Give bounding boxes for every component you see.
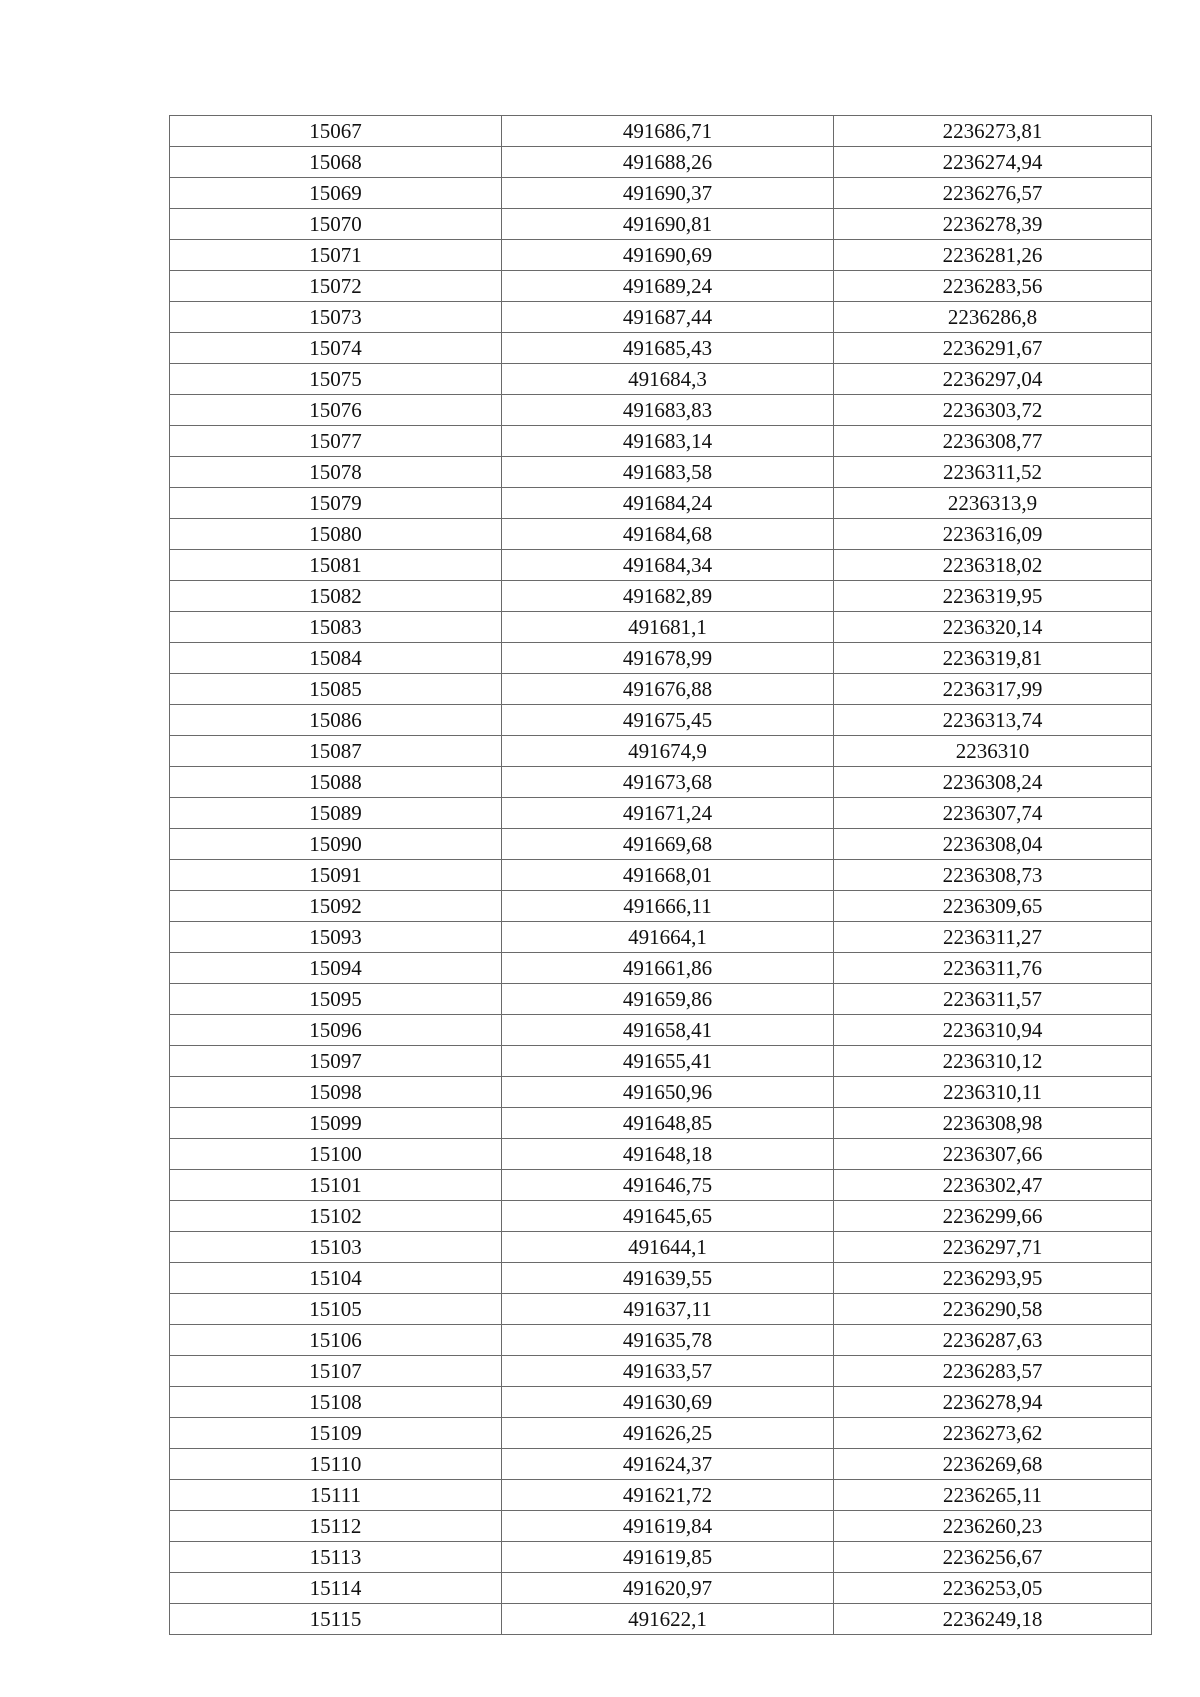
y-coordinate-cell: 2236287,63 <box>834 1325 1152 1356</box>
x-coordinate-cell: 491658,41 <box>502 1015 834 1046</box>
point-number-cell: 15089 <box>170 798 502 829</box>
x-coordinate-cell: 491644,1 <box>502 1232 834 1263</box>
table-row <box>170 333 1152 364</box>
x-coordinate-cell: 491620,97 <box>502 1573 834 1604</box>
x-coordinate-cell: 491646,75 <box>502 1170 834 1201</box>
point-number-cell: 15104 <box>170 1263 502 1294</box>
y-coordinate-cell: 2236283,57 <box>834 1356 1152 1387</box>
y-coordinate-cell: 2236308,24 <box>834 767 1152 798</box>
point-number-cell: 15068 <box>170 147 502 178</box>
y-coordinate-cell: 2236311,76 <box>834 953 1152 984</box>
y-coordinate-cell: 2236260,23 <box>834 1511 1152 1542</box>
x-coordinate-cell: 491648,18 <box>502 1139 834 1170</box>
point-number-cell: 15113 <box>170 1542 502 1573</box>
table-row <box>170 736 1152 767</box>
table-row <box>170 395 1152 426</box>
point-number-cell: 15091 <box>170 860 502 891</box>
point-number-cell: 15084 <box>170 643 502 674</box>
x-coordinate-cell: 491659,86 <box>502 984 834 1015</box>
x-coordinate-cell: 491664,1 <box>502 922 834 953</box>
x-coordinate-cell: 491682,89 <box>502 581 834 612</box>
x-coordinate-cell: 491637,11 <box>502 1294 834 1325</box>
point-number-cell: 15067 <box>170 116 502 147</box>
coordinates-table <box>169 115 1152 1635</box>
y-coordinate-cell: 2236308,98 <box>834 1108 1152 1139</box>
point-number-cell: 15070 <box>170 209 502 240</box>
x-coordinate-cell: 491683,58 <box>502 457 834 488</box>
y-coordinate-cell: 2236302,47 <box>834 1170 1152 1201</box>
x-coordinate-cell: 491619,84 <box>502 1511 834 1542</box>
x-coordinate-cell: 491650,96 <box>502 1077 834 1108</box>
point-number-cell: 15099 <box>170 1108 502 1139</box>
y-coordinate-cell: 2236310,12 <box>834 1046 1152 1077</box>
x-coordinate-cell: 491673,68 <box>502 767 834 798</box>
y-coordinate-cell: 2236308,04 <box>834 829 1152 860</box>
y-coordinate-cell: 2236309,65 <box>834 891 1152 922</box>
y-coordinate-cell: 2236283,56 <box>834 271 1152 302</box>
y-coordinate-cell: 2236307,74 <box>834 798 1152 829</box>
point-number-cell: 15107 <box>170 1356 502 1387</box>
table-row <box>170 147 1152 178</box>
point-number-cell: 15074 <box>170 333 502 364</box>
x-coordinate-cell: 491683,83 <box>502 395 834 426</box>
x-coordinate-cell: 491684,68 <box>502 519 834 550</box>
table-row <box>170 364 1152 395</box>
table-row <box>170 798 1152 829</box>
point-number-cell: 15115 <box>170 1604 502 1635</box>
x-coordinate-cell: 491690,81 <box>502 209 834 240</box>
x-coordinate-cell: 491688,26 <box>502 147 834 178</box>
table-row <box>170 116 1152 147</box>
point-number-cell: 15114 <box>170 1573 502 1604</box>
y-coordinate-cell: 2236291,67 <box>834 333 1152 364</box>
table-row <box>170 1387 1152 1418</box>
y-coordinate-cell: 2236308,77 <box>834 426 1152 457</box>
point-number-cell: 15078 <box>170 457 502 488</box>
table-row <box>170 1077 1152 1108</box>
x-coordinate-cell: 491690,69 <box>502 240 834 271</box>
table-row <box>170 1449 1152 1480</box>
point-number-cell: 15079 <box>170 488 502 519</box>
point-number-cell: 15071 <box>170 240 502 271</box>
point-number-cell: 15100 <box>170 1139 502 1170</box>
point-number-cell: 15082 <box>170 581 502 612</box>
point-number-cell: 15083 <box>170 612 502 643</box>
table-row <box>170 240 1152 271</box>
point-number-cell: 15110 <box>170 1449 502 1480</box>
point-number-cell: 15075 <box>170 364 502 395</box>
table-row <box>170 1201 1152 1232</box>
point-number-cell: 15087 <box>170 736 502 767</box>
x-coordinate-cell: 491621,72 <box>502 1480 834 1511</box>
point-number-cell: 15102 <box>170 1201 502 1232</box>
point-number-cell: 15090 <box>170 829 502 860</box>
table-row <box>170 1418 1152 1449</box>
x-coordinate-cell: 491668,01 <box>502 860 834 891</box>
table-row <box>170 612 1152 643</box>
y-coordinate-cell: 2236318,02 <box>834 550 1152 581</box>
x-coordinate-cell: 491619,85 <box>502 1542 834 1573</box>
table-row <box>170 891 1152 922</box>
point-number-cell: 15085 <box>170 674 502 705</box>
point-number-cell: 15109 <box>170 1418 502 1449</box>
y-coordinate-cell: 2236313,9 <box>834 488 1152 519</box>
y-coordinate-cell: 2236308,73 <box>834 860 1152 891</box>
table-row <box>170 984 1152 1015</box>
x-coordinate-cell: 491683,14 <box>502 426 834 457</box>
x-coordinate-cell: 491689,24 <box>502 271 834 302</box>
x-coordinate-cell: 491675,45 <box>502 705 834 736</box>
table-row <box>170 705 1152 736</box>
x-coordinate-cell: 491645,65 <box>502 1201 834 1232</box>
point-number-cell: 15080 <box>170 519 502 550</box>
y-coordinate-cell: 2236273,81 <box>834 116 1152 147</box>
x-coordinate-cell: 491671,24 <box>502 798 834 829</box>
table-row <box>170 1139 1152 1170</box>
y-coordinate-cell: 2236311,27 <box>834 922 1152 953</box>
point-number-cell: 15096 <box>170 1015 502 1046</box>
x-coordinate-cell: 491648,85 <box>502 1108 834 1139</box>
y-coordinate-cell: 2236273,62 <box>834 1418 1152 1449</box>
table-row <box>170 1294 1152 1325</box>
table-row <box>170 426 1152 457</box>
table-row <box>170 1170 1152 1201</box>
x-coordinate-cell: 491622,1 <box>502 1604 834 1635</box>
x-coordinate-cell: 491684,34 <box>502 550 834 581</box>
x-coordinate-cell: 491684,3 <box>502 364 834 395</box>
table-row <box>170 271 1152 302</box>
y-coordinate-cell: 2236316,09 <box>834 519 1152 550</box>
x-coordinate-cell: 491669,68 <box>502 829 834 860</box>
table-row <box>170 302 1152 333</box>
x-coordinate-cell: 491655,41 <box>502 1046 834 1077</box>
x-coordinate-cell: 491678,99 <box>502 643 834 674</box>
x-coordinate-cell: 491666,11 <box>502 891 834 922</box>
coordinates-table-body <box>170 116 1152 1635</box>
x-coordinate-cell: 491624,37 <box>502 1449 834 1480</box>
table-row <box>170 1046 1152 1077</box>
x-coordinate-cell: 491674,9 <box>502 736 834 767</box>
table-row <box>170 1480 1152 1511</box>
table-row <box>170 643 1152 674</box>
point-number-cell: 15088 <box>170 767 502 798</box>
x-coordinate-cell: 491684,24 <box>502 488 834 519</box>
table-row <box>170 922 1152 953</box>
y-coordinate-cell: 2236297,04 <box>834 364 1152 395</box>
table-row <box>170 1015 1152 1046</box>
point-number-cell: 15108 <box>170 1387 502 1418</box>
y-coordinate-cell: 2236278,94 <box>834 1387 1152 1418</box>
x-coordinate-cell: 491630,69 <box>502 1387 834 1418</box>
table-row <box>170 674 1152 705</box>
table-row <box>170 1263 1152 1294</box>
y-coordinate-cell: 2236256,67 <box>834 1542 1152 1573</box>
y-coordinate-cell: 2236276,57 <box>834 178 1152 209</box>
table-row <box>170 860 1152 891</box>
y-coordinate-cell: 2236281,26 <box>834 240 1152 271</box>
y-coordinate-cell: 2236311,52 <box>834 457 1152 488</box>
table-row <box>170 488 1152 519</box>
x-coordinate-cell: 491686,71 <box>502 116 834 147</box>
y-coordinate-cell: 2236307,66 <box>834 1139 1152 1170</box>
point-number-cell: 15086 <box>170 705 502 736</box>
y-coordinate-cell: 2236319,95 <box>834 581 1152 612</box>
table-row <box>170 581 1152 612</box>
y-coordinate-cell: 2236265,11 <box>834 1480 1152 1511</box>
y-coordinate-cell: 2236303,72 <box>834 395 1152 426</box>
x-coordinate-cell: 491690,37 <box>502 178 834 209</box>
table-row <box>170 767 1152 798</box>
x-coordinate-cell: 491681,1 <box>502 612 834 643</box>
point-number-cell: 15105 <box>170 1294 502 1325</box>
y-coordinate-cell: 2236278,39 <box>834 209 1152 240</box>
point-number-cell: 15073 <box>170 302 502 333</box>
y-coordinate-cell: 2236317,99 <box>834 674 1152 705</box>
y-coordinate-cell: 2236299,66 <box>834 1201 1152 1232</box>
x-coordinate-cell: 491661,86 <box>502 953 834 984</box>
y-coordinate-cell: 2236297,71 <box>834 1232 1152 1263</box>
point-number-cell: 15077 <box>170 426 502 457</box>
point-number-cell: 15072 <box>170 271 502 302</box>
table-row <box>170 519 1152 550</box>
table-row <box>170 1108 1152 1139</box>
point-number-cell: 15094 <box>170 953 502 984</box>
x-coordinate-cell: 491676,88 <box>502 674 834 705</box>
table-row <box>170 1232 1152 1263</box>
table-row <box>170 1542 1152 1573</box>
point-number-cell: 15097 <box>170 1046 502 1077</box>
y-coordinate-cell: 2236313,74 <box>834 705 1152 736</box>
table-row <box>170 457 1152 488</box>
point-number-cell: 15093 <box>170 922 502 953</box>
table-row <box>170 550 1152 581</box>
y-coordinate-cell: 2236319,81 <box>834 643 1152 674</box>
table-row <box>170 1573 1152 1604</box>
y-coordinate-cell: 2236269,68 <box>834 1449 1152 1480</box>
y-coordinate-cell: 2236290,58 <box>834 1294 1152 1325</box>
y-coordinate-cell: 2236310,11 <box>834 1077 1152 1108</box>
x-coordinate-cell: 491635,78 <box>502 1325 834 1356</box>
y-coordinate-cell: 2236253,05 <box>834 1573 1152 1604</box>
point-number-cell: 15103 <box>170 1232 502 1263</box>
table-row <box>170 209 1152 240</box>
y-coordinate-cell: 2236293,95 <box>834 1263 1152 1294</box>
point-number-cell: 15092 <box>170 891 502 922</box>
x-coordinate-cell: 491626,25 <box>502 1418 834 1449</box>
y-coordinate-cell: 2236286,8 <box>834 302 1152 333</box>
x-coordinate-cell: 491639,55 <box>502 1263 834 1294</box>
table-row <box>170 1604 1152 1635</box>
x-coordinate-cell: 491687,44 <box>502 302 834 333</box>
table-row <box>170 829 1152 860</box>
point-number-cell: 15081 <box>170 550 502 581</box>
y-coordinate-cell: 2236310,94 <box>834 1015 1152 1046</box>
y-coordinate-cell: 2236311,57 <box>834 984 1152 1015</box>
point-number-cell: 15111 <box>170 1480 502 1511</box>
x-coordinate-cell: 491685,43 <box>502 333 834 364</box>
point-number-cell: 15106 <box>170 1325 502 1356</box>
point-number-cell: 15098 <box>170 1077 502 1108</box>
table-row <box>170 1356 1152 1387</box>
y-coordinate-cell: 2236249,18 <box>834 1604 1152 1635</box>
table-row <box>170 1511 1152 1542</box>
y-coordinate-cell: 2236320,14 <box>834 612 1152 643</box>
point-number-cell: 15095 <box>170 984 502 1015</box>
point-number-cell: 15076 <box>170 395 502 426</box>
y-coordinate-cell: 2236274,94 <box>834 147 1152 178</box>
table-row <box>170 1325 1152 1356</box>
x-coordinate-cell: 491633,57 <box>502 1356 834 1387</box>
y-coordinate-cell: 2236310 <box>834 736 1152 767</box>
point-number-cell: 15112 <box>170 1511 502 1542</box>
table-row <box>170 178 1152 209</box>
point-number-cell: 15101 <box>170 1170 502 1201</box>
point-number-cell: 15069 <box>170 178 502 209</box>
table-row <box>170 953 1152 984</box>
